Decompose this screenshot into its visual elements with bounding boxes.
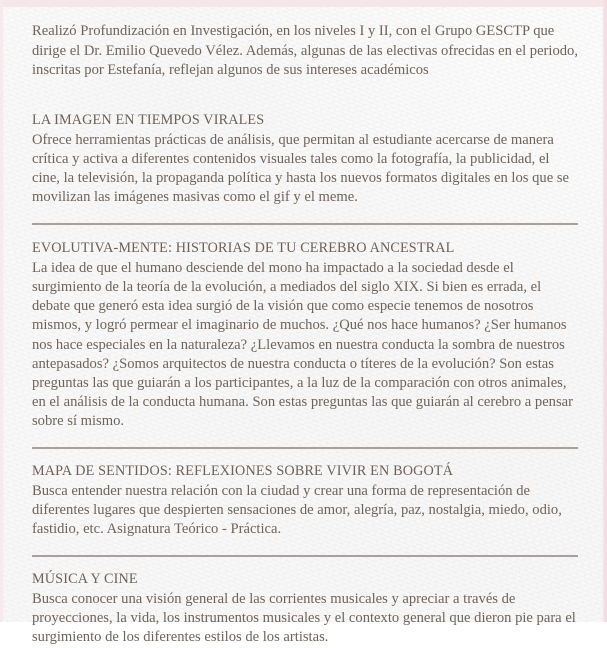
section-musica-y-cine	[32, 570, 579, 647]
section-body-evolutiva-mente: La idea de que el humano desciende del mono ha impactado a la sociedad desde el surgimiento de la teoría de la evolución, a mediados del siglo XIX. Si bien es errada, el debate que generó esta idea surgió de la visión que como especie tenemos de nosotros mismos, y logró permear el imaginario de muchos. ¿Qué nos hace humanos? ¿Ser humanos nos hace especiales en la naturaleza? ¿Llevamos en nuestra conducta la sombra de nuestros antepasados? ¿Somos arquitectos de nuestra conducta o títeres de la evolución? Son estas preguntas las que guiarán a los participantes, a la luz de la comparación con otros animales, en el análisis de la conducta humana. Son estas preguntas las que guiarán al cerebro a pensar sobre sí mismo.	[32, 260, 573, 429]
section-heading-la-imagen-en-tiempos-virales: LA IMAGEN EN TIEMPOS VIRALES	[32, 111, 265, 128]
spacer-before-divider-2	[32, 431, 579, 447]
section-heading-musica-y-cine: MÚSICA Y CINE	[32, 571, 138, 588]
section-la-imagen-en-tiempos-virales	[32, 111, 579, 207]
section-body-musica-y-cine: Busca conocer una visión general de las corrientes musicales y apreciar a través de proyecciones, la vida, los instrumentos musicales y el contexto general que dieron pie para el surgimiento de los diferentes estilos de los artistas.	[32, 591, 576, 646]
section-heading-mapa-de-sentidos: MAPA DE SENTIDOS: REFLEXIONES SOBRE VIVIR EN BOGOTÁ	[32, 463, 454, 479]
spacer-after-divider-1	[32, 225, 579, 239]
intro-paragraph: Realizó Profundización en Investigación, en los niveles I y II, con el Grupo GESCTP que dirige el Dr. Emilio Quevedo Vélez. Además, algunas de las electivas ofrecidas en el periodo, inscritas por Estefanía, reflejan algunos de sus intereses académicos	[32, 23, 579, 79]
spacer-before-divider-3	[32, 539, 579, 555]
spacer-after-intro	[32, 81, 579, 111]
intro-section	[32, 22, 579, 81]
section-heading-evolutiva-mente: EVOLUTIVA-MENTE: HISTORIAS DE TU CEREBRO ANCESTRAL	[32, 240, 455, 257]
section-mapa-de-sentidos	[32, 462, 579, 539]
section-body-mapa-de-sentidos: Busca entender nuestra relación con la ciudad y crear una forma de representación de diferentes lugares que despierten sensaciones de amor, alegría, paz, nostalgia, miedo, odio, fastidio, etc. Asignatura Teórico - Práctica.	[32, 483, 562, 538]
spacer-after-divider-3	[32, 557, 579, 570]
section-body-la-imagen-en-tiempos-virales: Ofrece herramientas prácticas de análisis, que permitan al estudiante acercarse de manera crítica y activa a diferentes contenidos visuales tales como la fotografía, la publicidad, el cine, la televisión, la propaganda política y hasta los nuevos formatos digitales en los que se movilizan las imágenes masivas como el gif y el meme.	[32, 131, 569, 206]
section-evolutiva-mente	[32, 239, 579, 431]
spacer-after-divider-2	[32, 449, 579, 462]
spacer-before-divider-1	[32, 207, 579, 223]
